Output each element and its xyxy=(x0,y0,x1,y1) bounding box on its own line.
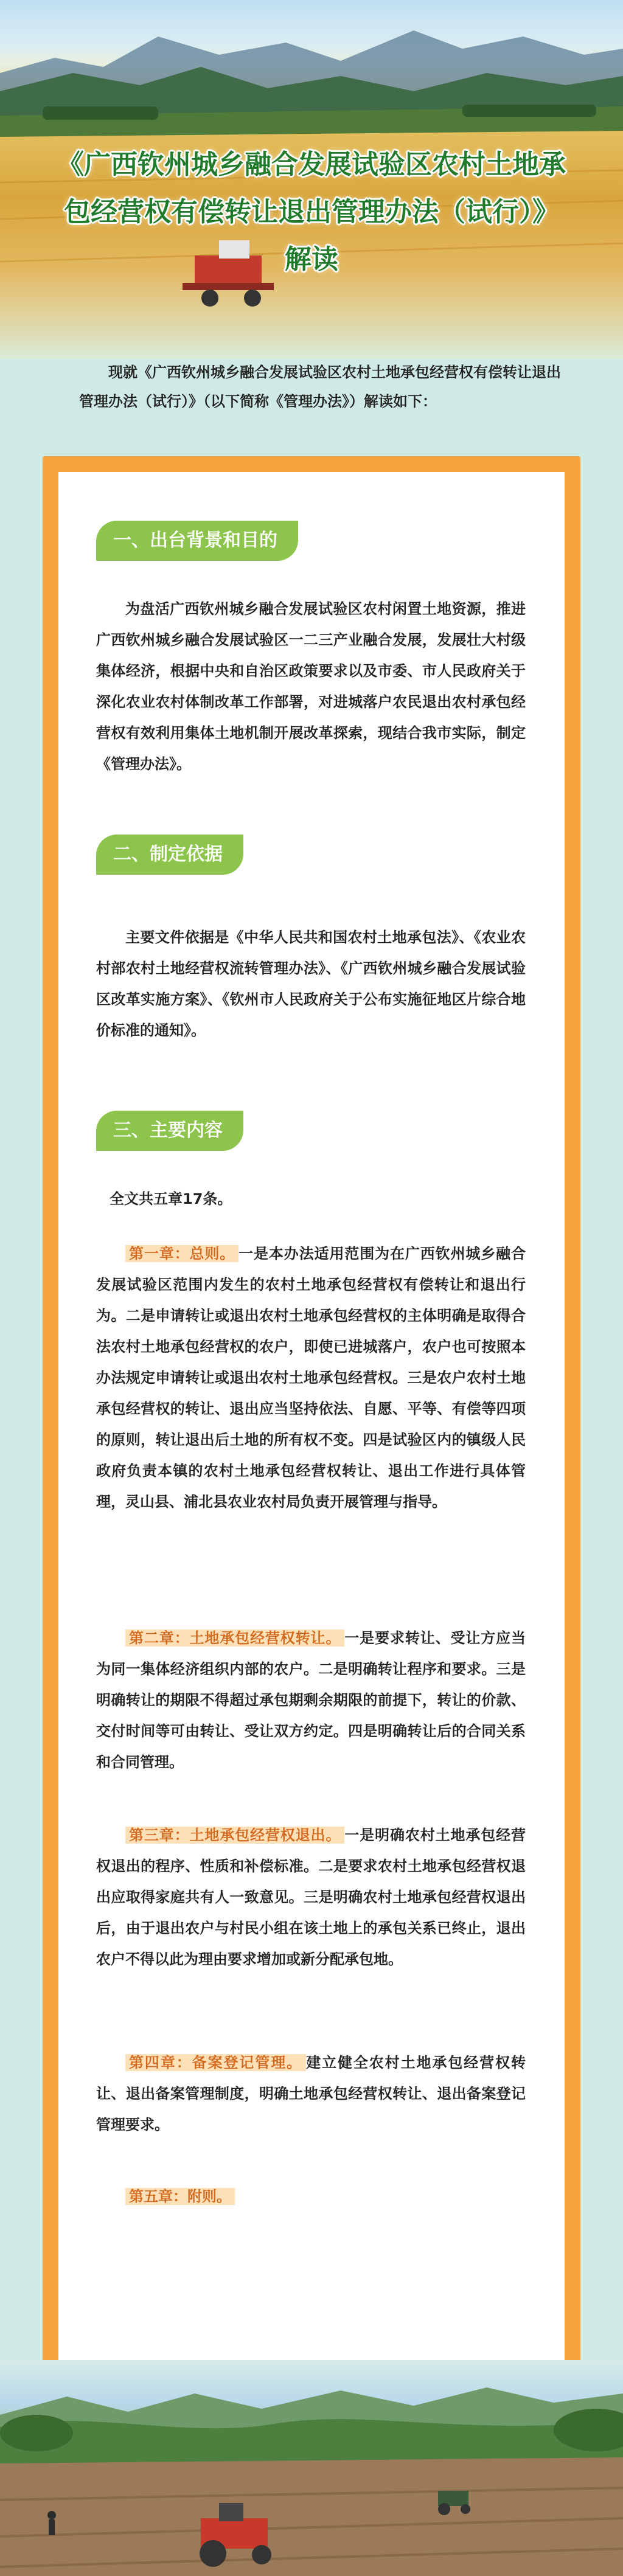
chapter-label: 第四章：备案登记管理。 xyxy=(125,2054,306,2071)
chapter-label: 第二章：土地承包经营权转让。 xyxy=(125,1630,344,1647)
chapter-1 xyxy=(96,1238,526,1518)
page-title xyxy=(37,141,586,283)
chapter-5 xyxy=(96,2181,526,2212)
content-panel xyxy=(58,472,565,2362)
chapter-label: 第一章：总则。 xyxy=(125,1245,238,1262)
farmer-figure-icon xyxy=(47,2511,56,2535)
hero-banner xyxy=(0,0,623,359)
title-line-1: 《广西钦州城乡融合发展试验区农村土地承 xyxy=(57,149,566,180)
footer-farmland-image xyxy=(0,2360,623,2576)
chapter-text: 一是本办法适用范围为在广西钦州城乡融合发展试验区范围内发生的农村土地承包经营权有偿转让和退出行为。二是申请转让或退出农村土地承包经营权的主体明确是取得合法农村土地承包经营权的农户，即使已进城落户，农户也可按照本办法规定申请转让或退出农村土地承包经营权。三是农户农村土地承包经营权的转让、退出应当坚持依法、自愿、平等、有偿等四项的原则，转让退出后土地的所有权不变。四是试验区内的镇级人民政府负责本镇的农村土地承包经营权转让、退出工作进行具体管理，灵山县、浦北县农业农村局负责开展管理与指导。 xyxy=(96,1245,526,1510)
section-body-basis: 主要文件依据是《中华人民共和国农村土地承包法》、《农业农村部农村土地经营权流转管理办法》、《广西钦州城乡融合发展试验区改革实施方案》、《钦州市人民政府关于公布实施征地区片综合地价标准的通知》。 xyxy=(96,929,526,1039)
chapter-3 xyxy=(96,1820,526,1975)
chapter-4 xyxy=(96,2047,526,2140)
farm-scene-illustration xyxy=(0,2360,623,2576)
content-frame xyxy=(43,456,580,2378)
section-heading-background: 一、出台背景和目的 xyxy=(96,521,298,561)
chapter-text: 一是要求转让、受让方应当为同一集体经济组织内部的农户。二是明确转让程序和要求。三是明确转让的期限不得超过承包期剩余期限的前提下，转让的价款、交付时间等可由转让、受让双方约定。四是明确转让后的合同关系和合同管理。 xyxy=(96,1630,526,1771)
intro-paragraph: 现就《广西钦州城乡融合发展试验区农村土地承包经营权有偿转让退出管理办法（试行）》（以下简称《管理办法》）解读如下： xyxy=(79,364,561,410)
section-body-background: 为盘活广西钦州城乡融合发展试验区农村闲置土地资源，推进广西钦州城乡融合发展试验区一二三产业融合发展，发展壮大村级集体经济，根据中央和自治区政策要求以及市委、市人民政府关于深化农业农村体制改革工作部署，对进城落户农民退出农村承包经营权有效利用集体土地机制开展改革探索，现结合我市实际，制定《管理办法》。 xyxy=(96,600,526,772)
chapter-text: 建立健全农村土地承包经营权转让、退出备案管理制度，明确土地承包经营权转让、退出备案登记管理要求。 xyxy=(96,2054,526,2133)
title-line-3: 解读 xyxy=(285,244,338,275)
chapter-text: 一是明确农村土地承包经营权退出的程序、性质和补偿标准。二是要求农村土地承包经营权退出应取得家庭共有人一致意见。三是明确农村土地承包经营权退出后，由于退出农户与村民小组在该土地上的承包关系已终止，退出农户不得以此为理由要求增加或新分配承包地。 xyxy=(96,1827,526,1968)
chapter-label: 第五章：附则。 xyxy=(125,2188,235,2205)
chapter-2 xyxy=(96,1623,526,1778)
content-summary: 全文共五章17条。 xyxy=(110,1190,232,1207)
chapter-label: 第三章：土地承包经营权退出。 xyxy=(125,1827,344,1844)
section-heading-content: 三、主要内容 xyxy=(96,1111,243,1151)
section-heading-basis: 二、制定依据 xyxy=(96,835,243,875)
title-line-2: 包经营权有偿转让退出管理办法（试行）》 xyxy=(64,196,559,227)
